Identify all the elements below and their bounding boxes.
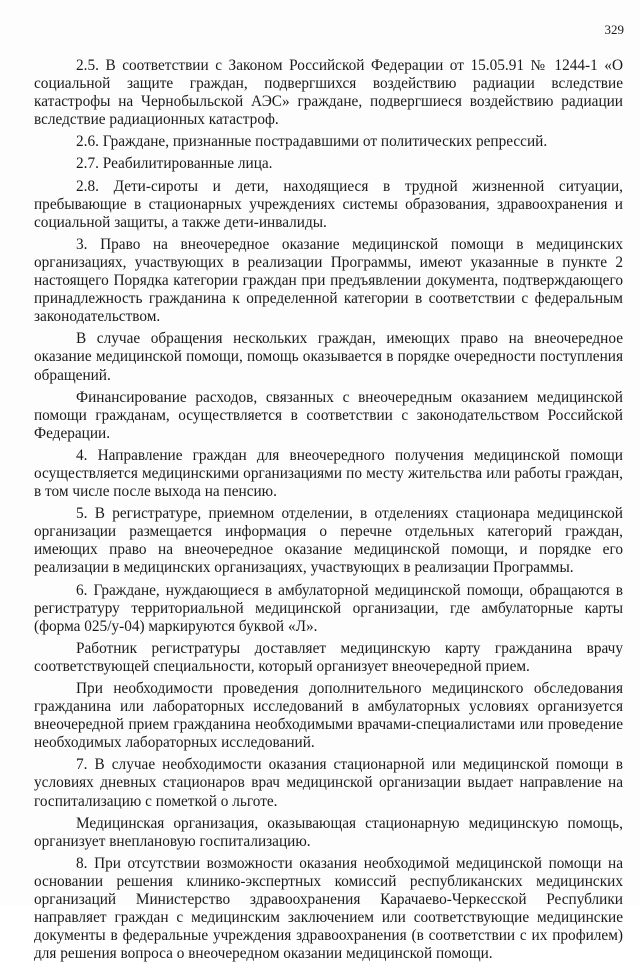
paragraph-6-additional-exam: При необходимости проведения дополнительного медицинского обследования гражданина или лабораторных исследований в амбулаторных условиях организуется внеочередной прием гражданина необходимыми врачами-специалистами или проведение необходимых лабораторных исследований. [34, 680, 623, 752]
paragraph-2-6: 2.6. Граждане, признанные пострадавшими от политических репрессий. [76, 133, 548, 151]
paragraph-3: 3. Право на внеочередное оказание медицинской помощи в медицинских организациях, участвующих в реализации Программы, имеют указанные в пункте 2 настоящего Порядка категории граждан при предъявлении документа, подтверждающего принадлежность гражданина к определенной категории в соответствии с федеральным законодательством. [34, 235, 623, 326]
paragraph-8: 8. При отсутствии возможности оказания необходимой медицинской помощи на основании решения клинико-экспертных комиссий республиканских медицинских организаций Министерство здравоохранения Карачаево-Черкесской Республики направляет граждан с медицинским заключением или соответствующие медицинские документы в федеральные учреждения здравоохранения (в соответствии с их профилем) для решения вопроса о внеочередном оказании медицинской помощи. [34, 854, 623, 963]
paragraph-6-registry-worker: Работник регистратуры доставляет медицинскую карту гражданина врачу соответствующей специальности, который организует внеочередной прием. [34, 639, 623, 675]
paragraph-2-7: 2.7. Реабилитированные лица. [76, 155, 273, 173]
paragraph-2-5: 2.5. В соответствии с Законом Российской Федерации от 15.05.91 № 1244-1 «О социальной защите граждан, подвергшихся воздействию радиации вследствие катастрофы на Чернобыльской АЭС» граждане, подвергшиеся воздействию радиации вследствие радиационных катастроф. [34, 57, 623, 129]
paragraph-3-financing: Финансирование расходов, связанных с внеочередным оказанием медицинской помощи гражданам, осуществляется в соответствии с законодательством Российской Федерации. [34, 388, 623, 442]
document-body [34, 57, 623, 967]
paragraph-2-8: 2.8. Дети-сироты и дети, находящиеся в трудной жизненной ситуации, пребывающие в стационарных учреждениях системы образования, здравоохранения и социальной защиты, а также дети-инвалиды. [34, 177, 623, 231]
paragraph-5: 5. В регистратуре, приемном отделении, в отделениях стационара медицинской организации размещается информация о перечне отдельных категорий граждан, имеющих право на внеочередное оказание медицинской помощи, и порядке его реализации в медицинских организациях, участвующих в реализации Программы. [34, 505, 623, 577]
paragraph-7-hospitalization: Медицинская организация, оказывающая стационарную медицинскую помощь, организует внеплановую госпитализацию. [34, 814, 623, 850]
paragraph-7: 7. В случае необходимости оказания стационарной или медицинской помощи в условиях дневных стационаров врач медицинской организации выдает направление на госпитализацию с пометкой о льготе. [34, 756, 623, 810]
paragraph-6: 6. Граждане, нуждающиеся в амбулаторной медицинской помощи, обращаются в регистратуру территориальной медицинской организации, где амбулаторные карты (форма 025/у-04) маркируются буквой «Л». [34, 581, 623, 635]
page-number: 329 [604, 22, 624, 37]
paragraph-3-multiple-requests: В случае обращения нескольких граждан, имеющих право на внеочередное оказание медицинской помощи, помощь оказывается в порядке очередности поступления обращений. [34, 330, 623, 384]
paragraph-4: 4. Направление граждан для внеочередного получения медицинской помощи осуществляется медицинскими организациями по месту жительства или работы граждан, в том числе после выхода на пенсию. [34, 446, 623, 501]
